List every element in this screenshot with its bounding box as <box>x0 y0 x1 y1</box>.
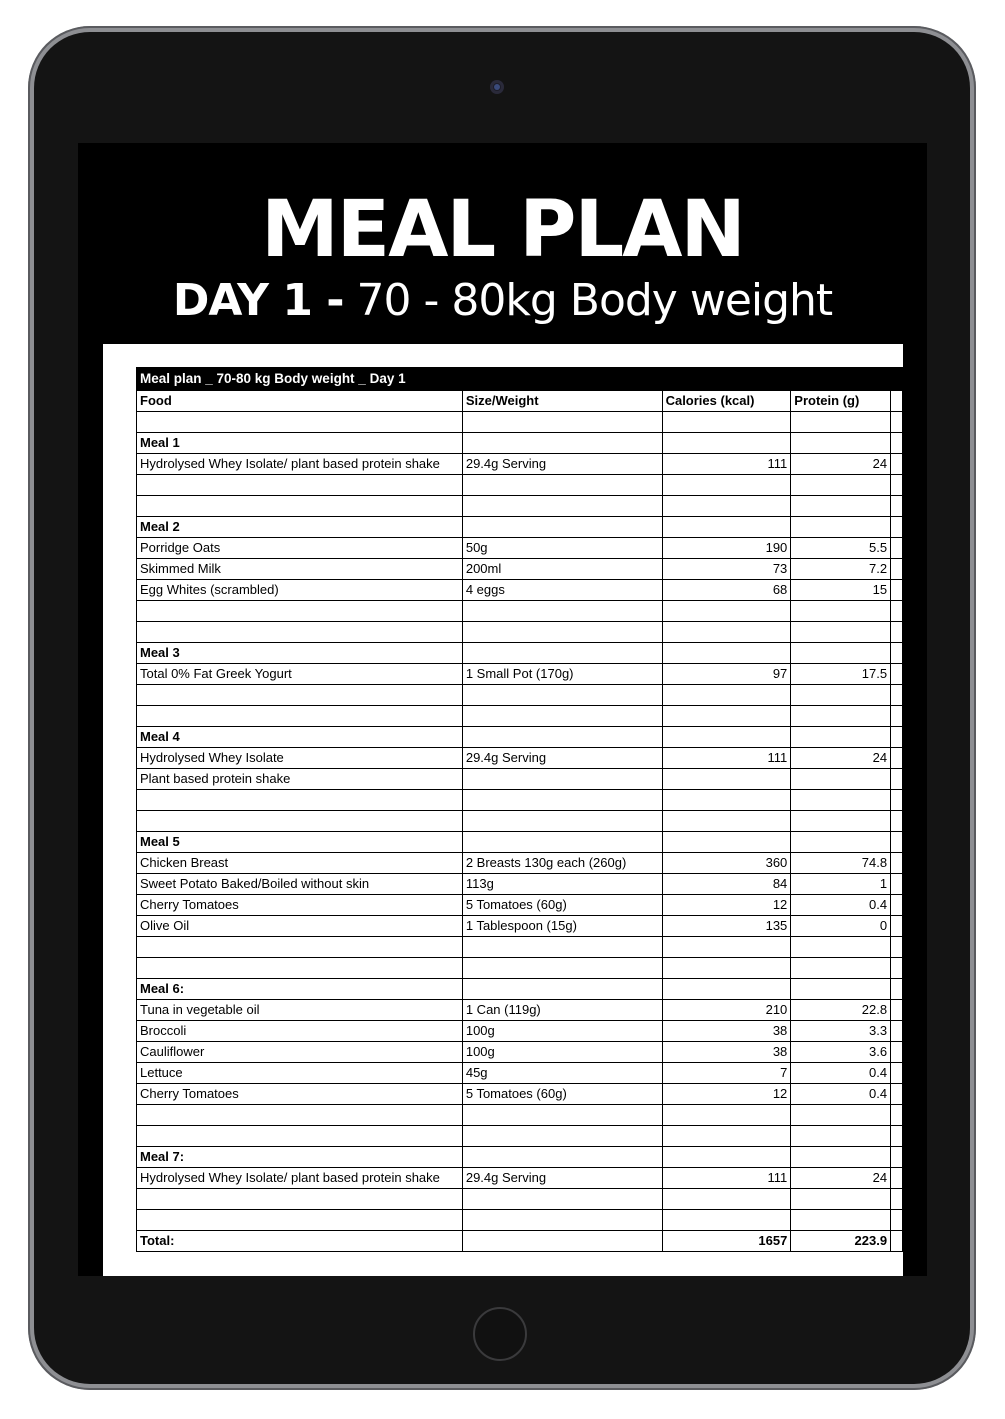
calories-cell <box>662 958 791 979</box>
size-cell <box>462 727 662 748</box>
table-row <box>137 454 903 475</box>
edge-cell <box>891 1084 903 1105</box>
food-cell <box>137 1126 463 1147</box>
food-cell <box>137 706 463 727</box>
table-row <box>137 1000 903 1021</box>
food-cell <box>137 622 463 643</box>
edge-cell <box>891 1105 903 1126</box>
blank-row <box>137 412 903 433</box>
column-header-protein: Protein (g) <box>791 391 891 412</box>
edge-cell <box>891 622 903 643</box>
meal-heading-row <box>137 979 903 1000</box>
edge-cell <box>891 1189 903 1210</box>
edge-cell <box>891 664 903 685</box>
size-cell <box>462 706 662 727</box>
edge-cell <box>891 958 903 979</box>
blank-row <box>137 958 903 979</box>
food-cell: Meal 1 <box>137 433 463 454</box>
food-cell: Meal 6: <box>137 979 463 1000</box>
calories-cell: 111 <box>662 748 791 769</box>
column-header-food: Food <box>137 391 463 412</box>
calories-cell: 111 <box>662 1168 791 1189</box>
edge-cell <box>891 580 903 601</box>
food-cell: Meal 2 <box>137 517 463 538</box>
calories-cell <box>662 601 791 622</box>
table-row <box>137 874 903 895</box>
size-cell <box>462 433 662 454</box>
food-cell: Meal 4 <box>137 727 463 748</box>
food-cell <box>137 475 463 496</box>
protein-cell: 24 <box>791 748 891 769</box>
edge-cell <box>891 1147 903 1168</box>
subtitle-weight: 70 - 80kg Body weight <box>343 275 833 326</box>
subtitle-day: DAY 1 - <box>172 275 344 326</box>
column-header-size: Size/Weight <box>462 391 662 412</box>
edge-cell <box>891 727 903 748</box>
edge-cell <box>891 895 903 916</box>
food-cell <box>137 937 463 958</box>
food-cell <box>137 1210 463 1231</box>
table-row <box>137 895 903 916</box>
food-cell: Cauliflower <box>137 1042 463 1063</box>
protein-cell: 17.5 <box>791 664 891 685</box>
meal-heading-row <box>137 517 903 538</box>
calories-cell <box>662 790 791 811</box>
food-cell: Cherry Tomatoes <box>137 1084 463 1105</box>
protein-cell <box>791 832 891 853</box>
size-cell: 1 Tablespoon (15g) <box>462 916 662 937</box>
meal-heading-row <box>137 433 903 454</box>
food-cell: Tuna in vegetable oil <box>137 1000 463 1021</box>
size-cell: 1 Can (119g) <box>462 1000 662 1021</box>
screen <box>78 143 927 1276</box>
food-cell: Broccoli <box>137 1021 463 1042</box>
size-cell: 5 Tomatoes (60g) <box>462 1084 662 1105</box>
edge-cell <box>891 979 903 1000</box>
calories-cell <box>662 475 791 496</box>
protein-cell: 24 <box>791 454 891 475</box>
calories-cell <box>662 496 791 517</box>
protein-cell: 0 <box>791 916 891 937</box>
food-cell <box>137 1105 463 1126</box>
calories-cell: 97 <box>662 664 791 685</box>
size-cell <box>462 496 662 517</box>
edge-cell <box>891 1000 903 1021</box>
edge-cell <box>891 538 903 559</box>
food-cell: Porridge Oats <box>137 538 463 559</box>
table-row <box>137 1021 903 1042</box>
protein-cell <box>791 622 891 643</box>
calories-cell <box>662 433 791 454</box>
size-cell <box>462 643 662 664</box>
meal-heading-row <box>137 727 903 748</box>
edge-cell <box>891 559 903 580</box>
calories-cell: 135 <box>662 916 791 937</box>
calories-cell <box>662 832 791 853</box>
blank-row <box>137 685 903 706</box>
calories-cell: 7 <box>662 1063 791 1084</box>
food-cell: Hydrolysed Whey Isolate <box>137 748 463 769</box>
table-header-row <box>137 391 903 412</box>
protein-cell <box>791 475 891 496</box>
size-cell <box>462 622 662 643</box>
edge-cell <box>891 1126 903 1147</box>
food-cell: Plant based protein shake <box>137 769 463 790</box>
blank-row <box>137 601 903 622</box>
spreadsheet-page <box>103 344 903 1276</box>
meal-heading-row <box>137 832 903 853</box>
calories-cell <box>662 727 791 748</box>
protein-cell <box>791 1126 891 1147</box>
size-cell: 29.4g Serving <box>462 1168 662 1189</box>
protein-cell: 1 <box>791 874 891 895</box>
table-row <box>137 538 903 559</box>
protein-cell <box>791 601 891 622</box>
blank-row <box>137 622 903 643</box>
protein-cell <box>791 706 891 727</box>
size-cell <box>462 1189 662 1210</box>
blank-row <box>137 1210 903 1231</box>
protein-cell <box>791 979 891 1000</box>
protein-cell <box>791 727 891 748</box>
calories-cell: 12 <box>662 1084 791 1105</box>
calories-cell <box>662 1105 791 1126</box>
food-cell: Hydrolysed Whey Isolate/ plant based protein shake <box>137 1168 463 1189</box>
food-cell <box>137 1189 463 1210</box>
size-cell <box>462 832 662 853</box>
blank-row <box>137 706 903 727</box>
size-cell <box>462 601 662 622</box>
calories-cell <box>662 769 791 790</box>
edge-cell <box>891 1042 903 1063</box>
protein-cell: 0.4 <box>791 895 891 916</box>
edge-cell <box>891 790 903 811</box>
column-header-calories: Calories (kcal) <box>662 391 791 412</box>
table-row <box>137 916 903 937</box>
table-row <box>137 1042 903 1063</box>
calories-cell: 111 <box>662 454 791 475</box>
edge-cell <box>891 454 903 475</box>
protein-cell: 24 <box>791 1168 891 1189</box>
edge-cell <box>891 601 903 622</box>
food-cell: Total: <box>137 1231 463 1252</box>
food-cell: Cherry Tomatoes <box>137 895 463 916</box>
food-cell: Olive Oil <box>137 916 463 937</box>
edge-cell <box>891 1231 903 1252</box>
size-cell <box>462 937 662 958</box>
size-cell: 5 Tomatoes (60g) <box>462 895 662 916</box>
protein-cell <box>791 643 891 664</box>
calories-cell <box>662 622 791 643</box>
calories-cell: 73 <box>662 559 791 580</box>
edge-cell <box>891 685 903 706</box>
edge-cell <box>891 1021 903 1042</box>
blank-row <box>137 937 903 958</box>
camera-icon <box>490 80 504 94</box>
meal-heading-row <box>137 1147 903 1168</box>
table-caption: Meal plan _ 70-80 kg Body weight _ Day 1 <box>137 368 891 391</box>
size-cell <box>462 958 662 979</box>
food-cell: Hydrolysed Whey Isolate/ plant based protein shake <box>137 454 463 475</box>
protein-cell <box>791 937 891 958</box>
calories-cell <box>662 643 791 664</box>
protein-cell <box>791 412 891 433</box>
protein-cell: 5.5 <box>791 538 891 559</box>
size-cell <box>462 1147 662 1168</box>
calories-cell <box>662 979 791 1000</box>
calories-cell <box>662 1126 791 1147</box>
protein-cell <box>791 1210 891 1231</box>
size-cell: 113g <box>462 874 662 895</box>
protein-cell <box>791 433 891 454</box>
food-cell: Skimmed Milk <box>137 559 463 580</box>
size-cell <box>462 1126 662 1147</box>
size-cell: 45g <box>462 1063 662 1084</box>
protein-cell: 7.2 <box>791 559 891 580</box>
size-cell <box>462 685 662 706</box>
protein-cell: 3.6 <box>791 1042 891 1063</box>
food-cell <box>137 412 463 433</box>
size-cell: 29.4g Serving <box>462 748 662 769</box>
size-cell <box>462 1210 662 1231</box>
protein-cell <box>791 811 891 832</box>
calories-cell: 190 <box>662 538 791 559</box>
food-cell <box>137 685 463 706</box>
calories-cell: 38 <box>662 1042 791 1063</box>
blank-row <box>137 790 903 811</box>
protein-cell <box>791 496 891 517</box>
size-cell: 2 Breasts 130g each (260g) <box>462 853 662 874</box>
size-cell <box>462 412 662 433</box>
protein-cell <box>791 1147 891 1168</box>
protein-cell: 15 <box>791 580 891 601</box>
size-cell <box>462 811 662 832</box>
edge-cell <box>891 811 903 832</box>
calories-cell <box>662 1189 791 1210</box>
table-row <box>137 1084 903 1105</box>
food-cell <box>137 958 463 979</box>
calories-cell <box>662 706 791 727</box>
size-cell: 29.4g Serving <box>462 454 662 475</box>
protein-cell: 0.4 <box>791 1084 891 1105</box>
calories-cell <box>662 517 791 538</box>
food-cell <box>137 601 463 622</box>
size-cell: 4 eggs <box>462 580 662 601</box>
size-cell: 50g <box>462 538 662 559</box>
blank-row <box>137 1189 903 1210</box>
edge-cell <box>891 874 903 895</box>
edge-cell <box>891 706 903 727</box>
size-cell <box>462 769 662 790</box>
table-row <box>137 748 903 769</box>
edge-cell <box>891 1063 903 1084</box>
calories-cell: 210 <box>662 1000 791 1021</box>
protein-cell <box>791 1105 891 1126</box>
food-cell: Egg Whites (scrambled) <box>137 580 463 601</box>
edge-cell <box>891 769 903 790</box>
calories-cell: 360 <box>662 853 791 874</box>
size-cell: 1 Small Pot (170g) <box>462 664 662 685</box>
food-cell <box>137 790 463 811</box>
size-cell <box>462 517 662 538</box>
page-subtitle <box>78 273 927 329</box>
food-cell: Lettuce <box>137 1063 463 1084</box>
edge-cell <box>891 937 903 958</box>
edge-cell <box>891 433 903 454</box>
calories-cell <box>662 1147 791 1168</box>
edge-cell <box>891 1168 903 1189</box>
calories-cell <box>662 412 791 433</box>
protein-cell <box>791 1189 891 1210</box>
edge-cell <box>891 412 903 433</box>
food-cell: Sweet Potato Baked/Boiled without skin <box>137 874 463 895</box>
calories-cell: 1657 <box>662 1231 791 1252</box>
edge-cell <box>891 517 903 538</box>
size-cell: 100g <box>462 1042 662 1063</box>
protein-cell: 22.8 <box>791 1000 891 1021</box>
blank-row <box>137 1126 903 1147</box>
table-row <box>137 769 903 790</box>
table-row <box>137 559 903 580</box>
meal-heading-row <box>137 643 903 664</box>
table-row <box>137 580 903 601</box>
page-title: MEAL PLAN <box>261 185 744 275</box>
edge-cell <box>891 368 903 391</box>
protein-cell <box>791 790 891 811</box>
calories-cell: 12 <box>662 895 791 916</box>
size-cell: 100g <box>462 1021 662 1042</box>
food-cell <box>137 811 463 832</box>
edge-cell <box>891 853 903 874</box>
food-cell: Chicken Breast <box>137 853 463 874</box>
calories-cell: 38 <box>662 1021 791 1042</box>
total-row <box>137 1231 903 1252</box>
calories-cell: 84 <box>662 874 791 895</box>
edge-cell <box>891 496 903 517</box>
size-cell <box>462 475 662 496</box>
calories-cell: 68 <box>662 580 791 601</box>
calories-cell <box>662 937 791 958</box>
edge-cell <box>891 748 903 769</box>
size-cell: 200ml <box>462 559 662 580</box>
edge-cell <box>891 916 903 937</box>
calories-cell <box>662 685 791 706</box>
table-row <box>137 664 903 685</box>
calories-cell <box>662 811 791 832</box>
protein-cell <box>791 517 891 538</box>
protein-cell: 223.9 <box>791 1231 891 1252</box>
size-cell <box>462 1231 662 1252</box>
food-cell: Meal 3 <box>137 643 463 664</box>
protein-cell: 3.3 <box>791 1021 891 1042</box>
food-cell: Total 0% Fat Greek Yogurt <box>137 664 463 685</box>
blank-row <box>137 496 903 517</box>
meal-plan-table <box>136 367 903 1252</box>
home-button[interactable] <box>473 1307 527 1361</box>
blank-row <box>137 1105 903 1126</box>
size-cell <box>462 979 662 1000</box>
table-row <box>137 1168 903 1189</box>
edge-cell <box>891 643 903 664</box>
table-row <box>137 1063 903 1084</box>
table-caption-row <box>137 368 903 391</box>
edge-cell <box>891 1210 903 1231</box>
protein-cell <box>791 769 891 790</box>
food-cell <box>137 496 463 517</box>
blank-row <box>137 811 903 832</box>
protein-cell: 0.4 <box>791 1063 891 1084</box>
edge-cell <box>891 475 903 496</box>
protein-cell <box>791 685 891 706</box>
blank-row <box>137 475 903 496</box>
size-cell <box>462 1105 662 1126</box>
food-cell: Meal 5 <box>137 832 463 853</box>
calories-cell <box>662 1210 791 1231</box>
edge-cell <box>891 391 903 412</box>
protein-cell <box>791 958 891 979</box>
size-cell <box>462 790 662 811</box>
protein-cell: 74.8 <box>791 853 891 874</box>
edge-cell <box>891 832 903 853</box>
table-row <box>137 853 903 874</box>
food-cell: Meal 7: <box>137 1147 463 1168</box>
